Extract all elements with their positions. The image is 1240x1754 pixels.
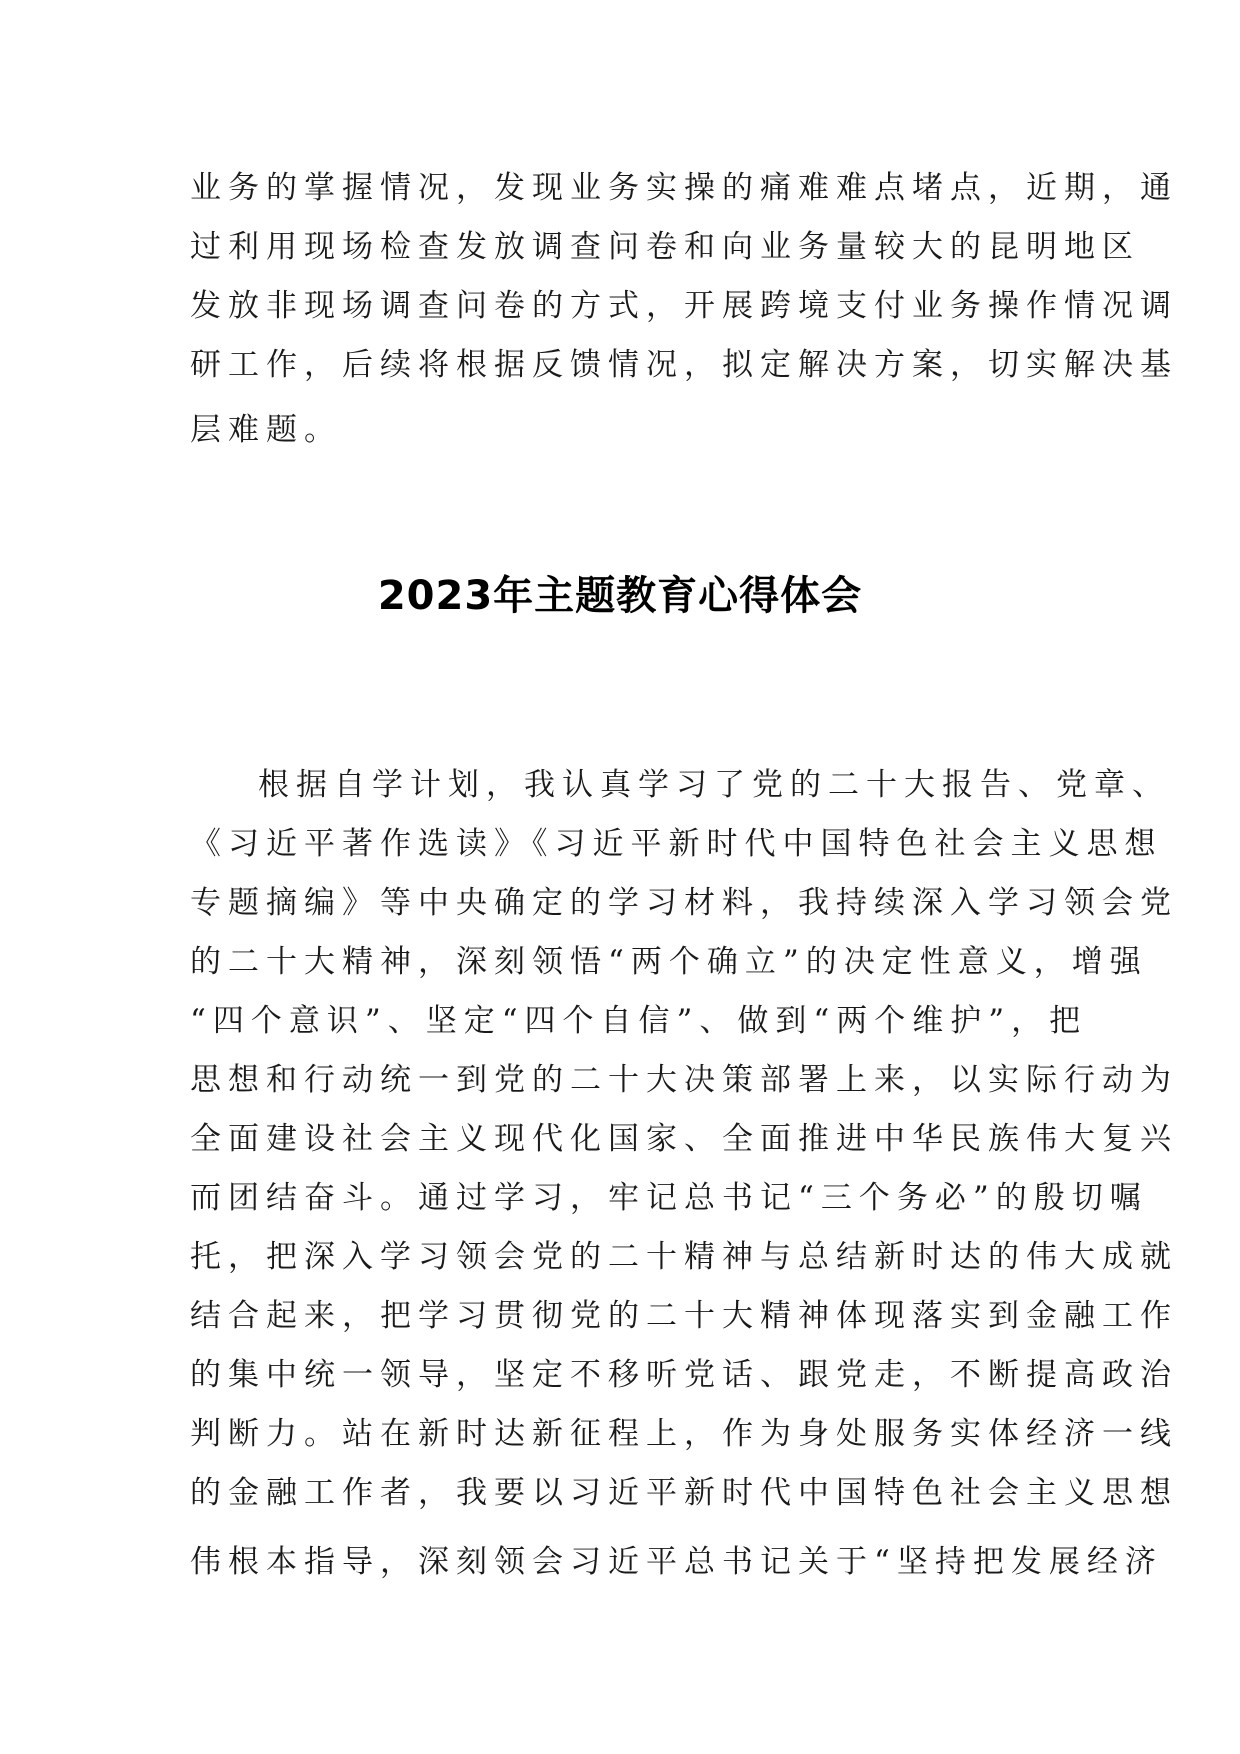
body-line: 的二十大精神，深刻领悟“两个确立”的决定性意义，增强 <box>190 944 1148 980</box>
body-line: 专题摘编》等中央确定的学习材料，我持续深入学习领会党 <box>190 885 1178 921</box>
body-line: 而团结奋斗。通过学习，牢记总书记“三个务必”的殷切嘱 <box>190 1180 1148 1216</box>
previous-paragraph <box>190 159 1178 460</box>
body-line: 全面建设社会主义现代化国家、全面推进中华民族伟大复兴 <box>190 1121 1178 1157</box>
paragraph-line: 业务的掌握情况，发现业务实操的痛难难点堵点，近期，通 <box>190 170 1178 206</box>
body-line: 的金融工作者，我要以习近平新时代中国特色社会主义思想 <box>190 1475 1178 1511</box>
paragraph-line: 研工作，后续将根据反馈情况，拟定解决方案，切实解决基 <box>190 347 1178 383</box>
paragraph-line: 层难题。 <box>190 412 342 448</box>
article-body <box>190 756 1178 1592</box>
paragraph-line: 过利用现场检查发放调查问卷和向业务量较大的昆明地区 <box>190 229 1140 265</box>
body-line: 的集中统一领导，坚定不移听党话、跟党走，不断提高政治 <box>190 1357 1178 1393</box>
body-line: 思想和行动统一到党的二十大决策部署上来，以实际行动为 <box>190 1062 1178 1098</box>
body-line: “四个意识”、坚定“四个自信”、做到“两个维护”，把 <box>190 1003 1088 1039</box>
body-line: 伟根本指导，深刻领会习近平总书记关于“坚持把发展经济 <box>190 1544 1163 1580</box>
body-line: 结合起来，把学习贯彻党的二十大精神体现落实到金融工作 <box>190 1298 1178 1334</box>
body-line: 托，把深入学习领会党的二十精神与总结新时达的伟大成就 <box>190 1239 1178 1275</box>
article-title: 2023年主题教育心得体会 <box>377 573 863 619</box>
paragraph-line: 发放非现场调查问卷的方式，开展跨境支付业务操作情况调 <box>190 288 1178 324</box>
body-line: 根据自学计划，我认真学习了党的二十大报告、党章、 <box>258 767 1170 803</box>
body-line: 《习近平著作选读》《习近平新时代中国特色社会主义思想 <box>190 826 1163 862</box>
body-line: 判断力。站在新时达新征程上，作为身处服务实体经济一线 <box>190 1416 1178 1452</box>
